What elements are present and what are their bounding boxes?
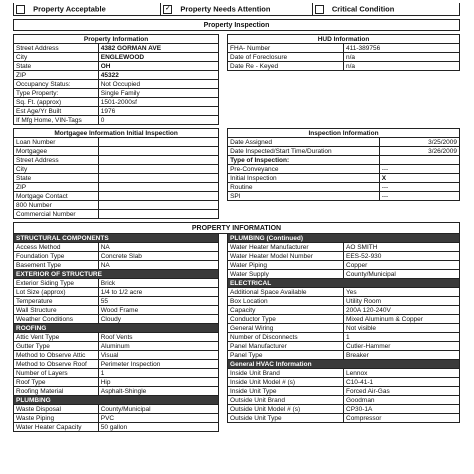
details-row: [14, 396, 460, 405]
inspection-value[interactable]: 3/25/2009: [379, 138, 459, 147]
property-row: [14, 44, 460, 53]
inspection-label: Pre-Conveyance: [228, 165, 380, 174]
mortgagee-label: 800 Number: [14, 201, 99, 210]
spacer: [228, 71, 344, 80]
spacer: [228, 107, 344, 116]
right-field-label: Capacity: [228, 306, 344, 315]
right-field-label: Water Heater Manufacturer: [228, 243, 344, 252]
left-field-label: Access Method: [14, 243, 99, 252]
property-row: [14, 53, 460, 62]
inspection-label: Initial Inspection: [228, 174, 380, 183]
mortgagee-row: [14, 147, 460, 156]
spacer: [219, 297, 228, 306]
right-field-value[interactable]: Cutler-Hammer: [344, 342, 460, 351]
right-field-value[interactable]: Copper: [344, 261, 460, 270]
left-field-label: Weather Conditions: [14, 315, 99, 324]
spacer: [228, 423, 344, 432]
right-field-label: Outside Unit Type: [228, 414, 344, 423]
left-section-title: EXTERIOR OF STRUCTURE: [14, 270, 219, 279]
details-row: [14, 288, 460, 297]
status-needs-attention[interactable]: ✓ Property Needs Attention: [161, 3, 313, 16]
left-section-title: PLUMBING: [14, 396, 219, 405]
property-value[interactable]: OH: [98, 62, 218, 71]
left-field-label: Waste Piping: [14, 414, 99, 423]
details-row: [14, 378, 460, 387]
left-field-label: Water Heater Capacity: [14, 423, 99, 432]
left-section-title: STRUCTURAL COMPONENTS: [14, 234, 219, 243]
right-field-value[interactable]: EES-52-930: [344, 252, 460, 261]
mortgagee-row: [14, 210, 460, 219]
spacer: [219, 201, 228, 210]
hud-label: Date of Foreclosure: [228, 53, 344, 62]
spacer: [219, 360, 228, 369]
spacer: [219, 306, 228, 315]
right-field-value[interactable]: 200A 120-240V: [344, 306, 460, 315]
spacer: [219, 378, 228, 387]
left-field-value[interactable]: NA: [98, 243, 218, 252]
spacer: [344, 80, 460, 89]
inspection-value[interactable]: ---: [379, 183, 459, 192]
property-label: ZIP: [14, 71, 99, 80]
spacer: [219, 261, 228, 270]
property-info-header: Property Information: [14, 35, 219, 44]
spacer: [344, 98, 460, 107]
inspection-label: Routine: [228, 183, 380, 192]
left-field-value[interactable]: Aluminum: [98, 342, 218, 351]
left-field-value[interactable]: Brick: [98, 279, 218, 288]
spacer: [344, 89, 460, 98]
right-field-label: Outside Unit Model # (s): [228, 405, 344, 414]
property-details-table: [13, 222, 460, 432]
spacer: [219, 414, 228, 423]
spacer: [228, 80, 344, 89]
details-row: [14, 324, 460, 333]
property-row: [14, 71, 460, 80]
spacer: [219, 62, 228, 71]
left-field-label: Temperature: [14, 297, 99, 306]
right-field-value[interactable]: Forced Air-Gas: [344, 387, 460, 396]
property-value[interactable]: ENGLEWOOD: [98, 53, 218, 62]
inspection-form: [13, 3, 460, 472]
inspection-value[interactable]: ---: [379, 165, 459, 174]
spacer: [219, 107, 228, 116]
inspection-value[interactable]: [379, 156, 459, 165]
property-row: [14, 116, 460, 125]
mortgagee-label: State: [14, 174, 99, 183]
left-field-value[interactable]: NA: [98, 261, 218, 270]
property-row: [14, 80, 460, 89]
mortgagee-row: [14, 201, 460, 210]
details-row: [14, 333, 460, 342]
right-field-value[interactable]: C10-41-1: [344, 378, 460, 387]
spacer: [219, 98, 228, 107]
left-field-value[interactable]: 50 gallon: [98, 423, 218, 432]
spacer: [228, 210, 380, 219]
right-field-label: Inside Unit Brand: [228, 369, 344, 378]
mortgagee-row: [14, 192, 460, 201]
checkbox-needs-attention[interactable]: ✓: [165, 5, 171, 12]
inspection-value[interactable]: ---: [379, 192, 459, 201]
details-row: [14, 342, 460, 351]
hud-value[interactable]: n/a: [344, 62, 460, 71]
details-row: [14, 387, 460, 396]
spacer: [219, 333, 228, 342]
inspection-label: Date Assigned: [228, 138, 380, 147]
mortgagee-label: Loan Number: [14, 138, 99, 147]
right-field-label: Conductor Type: [228, 315, 344, 324]
right-section-title: PLUMBING (Continued): [228, 234, 460, 243]
spacer: [219, 53, 228, 62]
left-field-value[interactable]: Roof Vents: [98, 333, 218, 342]
spacer: [219, 342, 228, 351]
spacer: [219, 44, 228, 53]
spacer: [219, 243, 228, 252]
property-label: City: [14, 53, 99, 62]
mortgagee-value[interactable]: [98, 201, 218, 210]
left-field-value[interactable]: County/Municipal: [98, 405, 218, 414]
property-value[interactable]: 45322: [98, 71, 218, 80]
spacer: [344, 423, 460, 432]
property-row: [14, 89, 460, 98]
details-row: [14, 369, 460, 378]
left-field-label: Gutter Type: [14, 342, 99, 351]
right-field-label: Panel Type: [228, 351, 344, 360]
right-field-value[interactable]: Utility Room: [344, 297, 460, 306]
spacer: [219, 351, 228, 360]
inspection-value[interactable]: 3/26/2009: [379, 147, 459, 156]
property-value[interactable]: 1501-2000sf: [98, 98, 218, 107]
spacer: [228, 89, 344, 98]
right-field-label: Water Supply: [228, 270, 344, 279]
spacer: [219, 165, 228, 174]
left-field-label: Attic Vent Type: [14, 333, 99, 342]
spacer: [219, 324, 228, 333]
details-row: [14, 315, 460, 324]
mortgagee-label: Commercial Number: [14, 210, 99, 219]
inspection-title-bar: [13, 19, 460, 31]
right-field-value[interactable]: Mixed Aluminum & Copper: [344, 315, 460, 324]
status-acceptable[interactable]: Property Acceptable: [14, 3, 161, 16]
mortgagee-label: Street Address: [14, 156, 99, 165]
mortgagee-value[interactable]: [98, 183, 218, 192]
spacer: [219, 192, 228, 201]
property-value[interactable]: Not Occupied: [98, 80, 218, 89]
right-field-label: Water Heater Model Number: [228, 252, 344, 261]
page-title: Property Inspection: [14, 20, 460, 31]
inspection-info-header: Inspection Information: [228, 129, 460, 138]
mortgagee-value[interactable]: [98, 192, 218, 201]
property-row: [14, 107, 460, 116]
mortgagee-value[interactable]: [98, 165, 218, 174]
left-field-value[interactable]: Hip: [98, 378, 218, 387]
property-label: Street Address: [14, 44, 99, 53]
spacer: [219, 315, 228, 324]
details-row: [14, 306, 460, 315]
hud-value[interactable]: 411-389756: [344, 44, 460, 53]
right-section-title: General HVAC Information: [228, 360, 460, 369]
spacer: [219, 387, 228, 396]
spacer: [219, 252, 228, 261]
left-field-label: Roof Type: [14, 378, 99, 387]
spacer: [219, 423, 228, 432]
right-field-value[interactable]: Yes: [344, 288, 460, 297]
checkbox-acceptable[interactable]: [16, 5, 25, 14]
spacer: [344, 116, 460, 125]
right-field-value[interactable]: Not visible: [344, 324, 460, 333]
left-field-label: Method to Observe Attic: [14, 351, 99, 360]
mortgagee-row: [14, 138, 460, 147]
mortgagee-row: [14, 165, 460, 174]
spacer: [219, 80, 228, 89]
hud-label: FHA- Number: [228, 44, 344, 53]
left-field-label: Roofing Material: [14, 387, 99, 396]
left-field-value[interactable]: Wood Frame: [98, 306, 218, 315]
left-field-label: Wall Structure: [14, 306, 99, 315]
right-field-label: Inside Unit Model # (s): [228, 378, 344, 387]
spacer: [219, 138, 228, 147]
details-row: [14, 351, 460, 360]
spacer: [219, 174, 228, 183]
left-section-title: ROOFING: [14, 324, 219, 333]
spacer: [219, 405, 228, 414]
spacer: [219, 147, 228, 156]
spacer: [219, 396, 228, 405]
left-field-label: Method to Observe Roof: [14, 360, 99, 369]
right-section-title: ELECTRICAL: [228, 279, 460, 288]
mortgagee-header: Mortgagee Information Initial Inspection: [14, 129, 219, 138]
inspection-value[interactable]: X: [379, 174, 459, 183]
mortgagee-label: Mortgagee: [14, 147, 99, 156]
right-field-value[interactable]: Goodman: [344, 396, 460, 405]
property-label: If Mfg Home, VIN-Tags: [14, 116, 99, 125]
property-hud-table: [13, 34, 460, 125]
left-field-label: Foundation Type: [14, 252, 99, 261]
status-critical[interactable]: Critical Condition: [312, 3, 459, 16]
details-row: [14, 423, 460, 432]
mortgagee-value[interactable]: [98, 174, 218, 183]
property-label: State: [14, 62, 99, 71]
right-field-label: Additional Space Available: [228, 288, 344, 297]
spacer: [344, 71, 460, 80]
details-row: [14, 297, 460, 306]
details-row: [14, 414, 460, 423]
property-label: Est Age/Yr Built: [14, 107, 99, 116]
spacer: [219, 288, 228, 297]
mortgagee-row: [14, 174, 460, 183]
property-label: Sq. Ft. (approx): [14, 98, 99, 107]
details-row: [14, 405, 460, 414]
spacer: [219, 89, 228, 98]
details-row: [14, 261, 460, 270]
spacer: [219, 369, 228, 378]
left-field-value[interactable]: Cloudy: [98, 315, 218, 324]
spacer: [219, 210, 228, 219]
left-field-value[interactable]: 1: [98, 369, 218, 378]
spacer: [219, 71, 228, 80]
spacer: [219, 234, 228, 243]
right-field-value[interactable]: Breaker: [344, 351, 460, 360]
details-row: [14, 234, 460, 243]
right-field-label: General Wiring: [228, 324, 344, 333]
inspection-label: Date Inspected/Start Time/Duration: [228, 147, 380, 156]
property-label: Occupancy Status:: [14, 80, 99, 89]
mortgagee-label: Mortgage Contact: [14, 192, 99, 201]
spacer: [219, 156, 228, 165]
details-row: [14, 252, 460, 261]
left-field-label: Lot Size (approx): [14, 288, 99, 297]
left-field-label: Basement Type: [14, 261, 99, 270]
spacer: [379, 210, 459, 219]
right-field-label: Inside Unit Type: [228, 387, 344, 396]
details-row: [14, 279, 460, 288]
spacer: [228, 98, 344, 107]
right-field-value[interactable]: County/Municipal: [344, 270, 460, 279]
mortgagee-label: ZIP: [14, 183, 99, 192]
hud-info-header: HUD Information: [228, 35, 460, 44]
spacer: [219, 270, 228, 279]
left-field-label: Waste Disposal: [14, 405, 99, 414]
mortgagee-row: [14, 183, 460, 192]
spacer: [379, 201, 459, 210]
mortgagee-value[interactable]: [98, 156, 218, 165]
details-row: [14, 243, 460, 252]
right-field-label: Water Piping: [228, 261, 344, 270]
right-field-value[interactable]: AO SMITH: [344, 243, 460, 252]
left-field-value[interactable]: PVC: [98, 414, 218, 423]
right-field-label: Panel Manufacturer: [228, 342, 344, 351]
hud-label: Date Re - Keyed: [228, 62, 344, 71]
right-field-value[interactable]: CP30-1A: [344, 405, 460, 414]
spacer: [228, 201, 380, 210]
spacer: [228, 116, 344, 125]
right-field-value[interactable]: Compressor: [344, 414, 460, 423]
right-field-label: Outside Unit Brand: [228, 396, 344, 405]
property-row: [14, 98, 460, 107]
details-row: [14, 360, 460, 369]
left-field-value[interactable]: Asphalt-Shingle: [98, 387, 218, 396]
left-field-label: Exterior Siding Type: [14, 279, 99, 288]
right-field-label: Box Location: [228, 297, 344, 306]
right-field-value[interactable]: 1: [344, 333, 460, 342]
spacer: [219, 279, 228, 288]
property-row: [14, 62, 460, 71]
hud-value[interactable]: n/a: [344, 53, 460, 62]
mortgagee-value[interactable]: [98, 138, 218, 147]
left-field-value[interactable]: Concrete Slab: [98, 252, 218, 261]
left-field-value[interactable]: 1/4 to 1/2 acre: [98, 288, 218, 297]
status-bar: [13, 3, 460, 16]
property-value[interactable]: 1976: [98, 107, 218, 116]
spacer: [219, 183, 228, 192]
property-value[interactable]: Single Family: [98, 89, 218, 98]
mortgagee-row: [14, 156, 460, 165]
mortgagee-inspection-table: [13, 128, 460, 219]
left-field-label: Number of Layers: [14, 369, 99, 378]
mortgagee-label: City: [14, 165, 99, 174]
details-row: [14, 270, 460, 279]
inspection-label: SPI: [228, 192, 380, 201]
checkbox-critical[interactable]: [315, 5, 324, 14]
right-field-label: Number of Disconnects: [228, 333, 344, 342]
left-field-value[interactable]: Perimeter Inspection: [98, 360, 218, 369]
mortgagee-value[interactable]: [98, 210, 218, 219]
spacer: [219, 116, 228, 125]
property-label: Type Property:: [14, 89, 99, 98]
right-field-value[interactable]: Lennox: [344, 369, 460, 378]
property-value[interactable]: 0: [98, 116, 218, 125]
spacer: [344, 107, 460, 116]
property-information-header: PROPERTY INFORMATION: [14, 223, 460, 234]
mortgagee-value[interactable]: [98, 147, 218, 156]
property-value[interactable]: 4382 GORMAN AVE: [98, 44, 218, 53]
left-field-value[interactable]: 55: [98, 297, 218, 306]
left-field-value[interactable]: Visual: [98, 351, 218, 360]
inspection-label: Type of Inspection:: [228, 156, 380, 165]
